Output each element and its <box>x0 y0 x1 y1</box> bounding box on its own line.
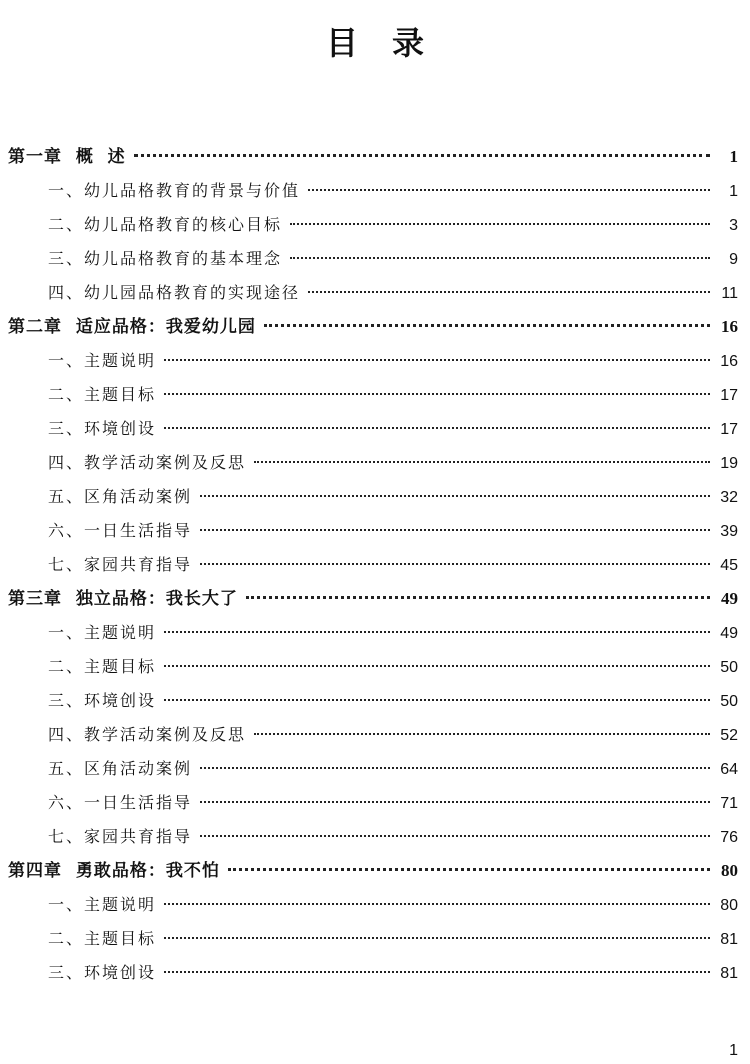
toc-section-row <box>0 820 750 854</box>
toc-page-number: 17 <box>720 421 738 438</box>
toc-page-number: 1 <box>729 183 738 200</box>
toc-entry-label: 七、家园共育指导 <box>48 555 193 574</box>
toc-page-number: 39 <box>720 523 738 540</box>
toc-page-number: 19 <box>720 455 738 472</box>
toc-section-row <box>0 786 750 820</box>
dot-leader <box>164 903 710 905</box>
dot-leader <box>246 596 710 599</box>
toc-page-number: 17 <box>720 387 738 404</box>
toc-entry-label: 六、一日生活指导 <box>48 793 193 812</box>
dot-leader <box>308 291 710 293</box>
toc-section-row <box>0 922 750 956</box>
toc-chapter-row <box>0 310 750 344</box>
dot-leader <box>254 733 710 735</box>
page-title: 目录 <box>325 24 458 62</box>
toc-page-number: 64 <box>720 761 738 778</box>
toc-section-row <box>0 412 750 446</box>
toc-page-number: 71 <box>720 795 738 812</box>
dot-leader <box>200 495 710 497</box>
dot-leader <box>200 767 710 769</box>
toc-entry-label: 三、环境创设 <box>48 963 157 982</box>
toc-entry-label: 第二章 适应品格：我爱幼儿园 <box>8 317 256 337</box>
toc-page-number: 49 <box>720 625 738 642</box>
toc-section-row <box>0 446 750 480</box>
toc-section-row <box>0 480 750 514</box>
dot-leader <box>134 154 710 157</box>
dot-leader <box>200 529 710 531</box>
toc-section-row <box>0 956 750 990</box>
toc-page-number: 76 <box>720 829 738 846</box>
toc-entry-label: 四、教学活动案例及反思 <box>48 453 247 472</box>
dot-leader <box>164 393 710 395</box>
toc-chapter-row <box>0 140 750 174</box>
dot-leader <box>164 631 710 633</box>
dot-leader <box>200 801 710 803</box>
dot-leader <box>164 359 710 361</box>
toc-section-row <box>0 514 750 548</box>
toc-entry-label: 第三章 独立品格：我长大了 <box>8 589 238 609</box>
toc-entry-label: 一、主题说明 <box>48 895 157 914</box>
toc-page-number: 11 <box>721 285 738 302</box>
toc-section-row <box>0 650 750 684</box>
toc-entry-label: 三、环境创设 <box>48 691 157 710</box>
toc-page-number: 49 <box>721 589 738 608</box>
table-of-contents <box>0 140 750 990</box>
toc-entry-label: 二、主题目标 <box>48 657 157 676</box>
toc-chapter-row <box>0 854 750 888</box>
toc-page-number: 9 <box>729 251 738 268</box>
toc-page-number: 16 <box>720 353 738 370</box>
toc-entry-label: 二、主题目标 <box>48 929 157 948</box>
toc-chapter-row <box>0 582 750 616</box>
toc-section-row <box>0 718 750 752</box>
toc-entry-label: 一、主题说明 <box>48 623 157 642</box>
dot-leader <box>164 699 710 701</box>
dot-leader <box>200 563 710 565</box>
toc-section-row <box>0 276 750 310</box>
toc-page-number: 81 <box>720 965 738 982</box>
toc-section-row <box>0 684 750 718</box>
toc-entry-label: 二、主题目标 <box>48 385 157 404</box>
toc-entry-label: 二、幼儿品格教育的核心目标 <box>48 215 283 234</box>
toc-entry-label: 七、家园共育指导 <box>48 827 193 846</box>
toc-entry-label: 三、环境创设 <box>48 419 157 438</box>
toc-page-number: 45 <box>720 557 738 574</box>
toc-section-row <box>0 242 750 276</box>
dot-leader <box>290 257 710 259</box>
toc-entry-label: 三、幼儿品格教育的基本理念 <box>48 249 283 268</box>
toc-page-number: 52 <box>720 727 738 744</box>
toc-section-row <box>0 378 750 412</box>
toc-entry-label: 一、幼儿品格教育的背景与价值 <box>48 181 301 200</box>
toc-entry-label: 一、主题说明 <box>48 351 157 370</box>
toc-entry-label: 五、区角活动案例 <box>48 487 193 506</box>
dot-leader <box>290 223 710 225</box>
toc-section-row <box>0 752 750 786</box>
toc-section-row <box>0 888 750 922</box>
toc-page-number: 80 <box>721 861 738 880</box>
toc-section-row <box>0 344 750 378</box>
toc-section-row <box>0 208 750 242</box>
toc-section-row <box>0 548 750 582</box>
toc-entry-label: 六、一日生活指导 <box>48 521 193 540</box>
toc-page-number: 32 <box>720 489 738 506</box>
toc-entry-label: 第四章 勇敢品格：我不怕 <box>8 861 220 881</box>
dot-leader <box>228 868 710 871</box>
dot-leader <box>308 189 710 191</box>
toc-entry-label: 四、幼儿园品格教育的实现途径 <box>48 283 301 302</box>
toc-entry-label: 第一章 概 述 <box>8 147 126 167</box>
toc-section-row <box>0 174 750 208</box>
dot-leader <box>164 971 710 973</box>
toc-entry-label: 五、区角活动案例 <box>48 759 193 778</box>
toc-page-number: 1 <box>729 147 738 166</box>
dot-leader <box>164 427 710 429</box>
toc-page-number: 80 <box>720 897 738 914</box>
toc-section-row <box>0 616 750 650</box>
dot-leader <box>164 937 710 939</box>
dot-leader <box>200 835 710 837</box>
toc-page-number: 50 <box>720 693 738 710</box>
footer-page-number: 1 <box>729 1042 738 1059</box>
dot-leader <box>264 324 710 327</box>
toc-page-number: 3 <box>729 217 738 234</box>
toc-page-number: 50 <box>720 659 738 676</box>
toc-page-number: 81 <box>720 931 738 948</box>
toc-page-number: 16 <box>721 317 738 336</box>
dot-leader <box>164 665 710 667</box>
dot-leader <box>254 461 710 463</box>
toc-entry-label: 四、教学活动案例及反思 <box>48 725 247 744</box>
